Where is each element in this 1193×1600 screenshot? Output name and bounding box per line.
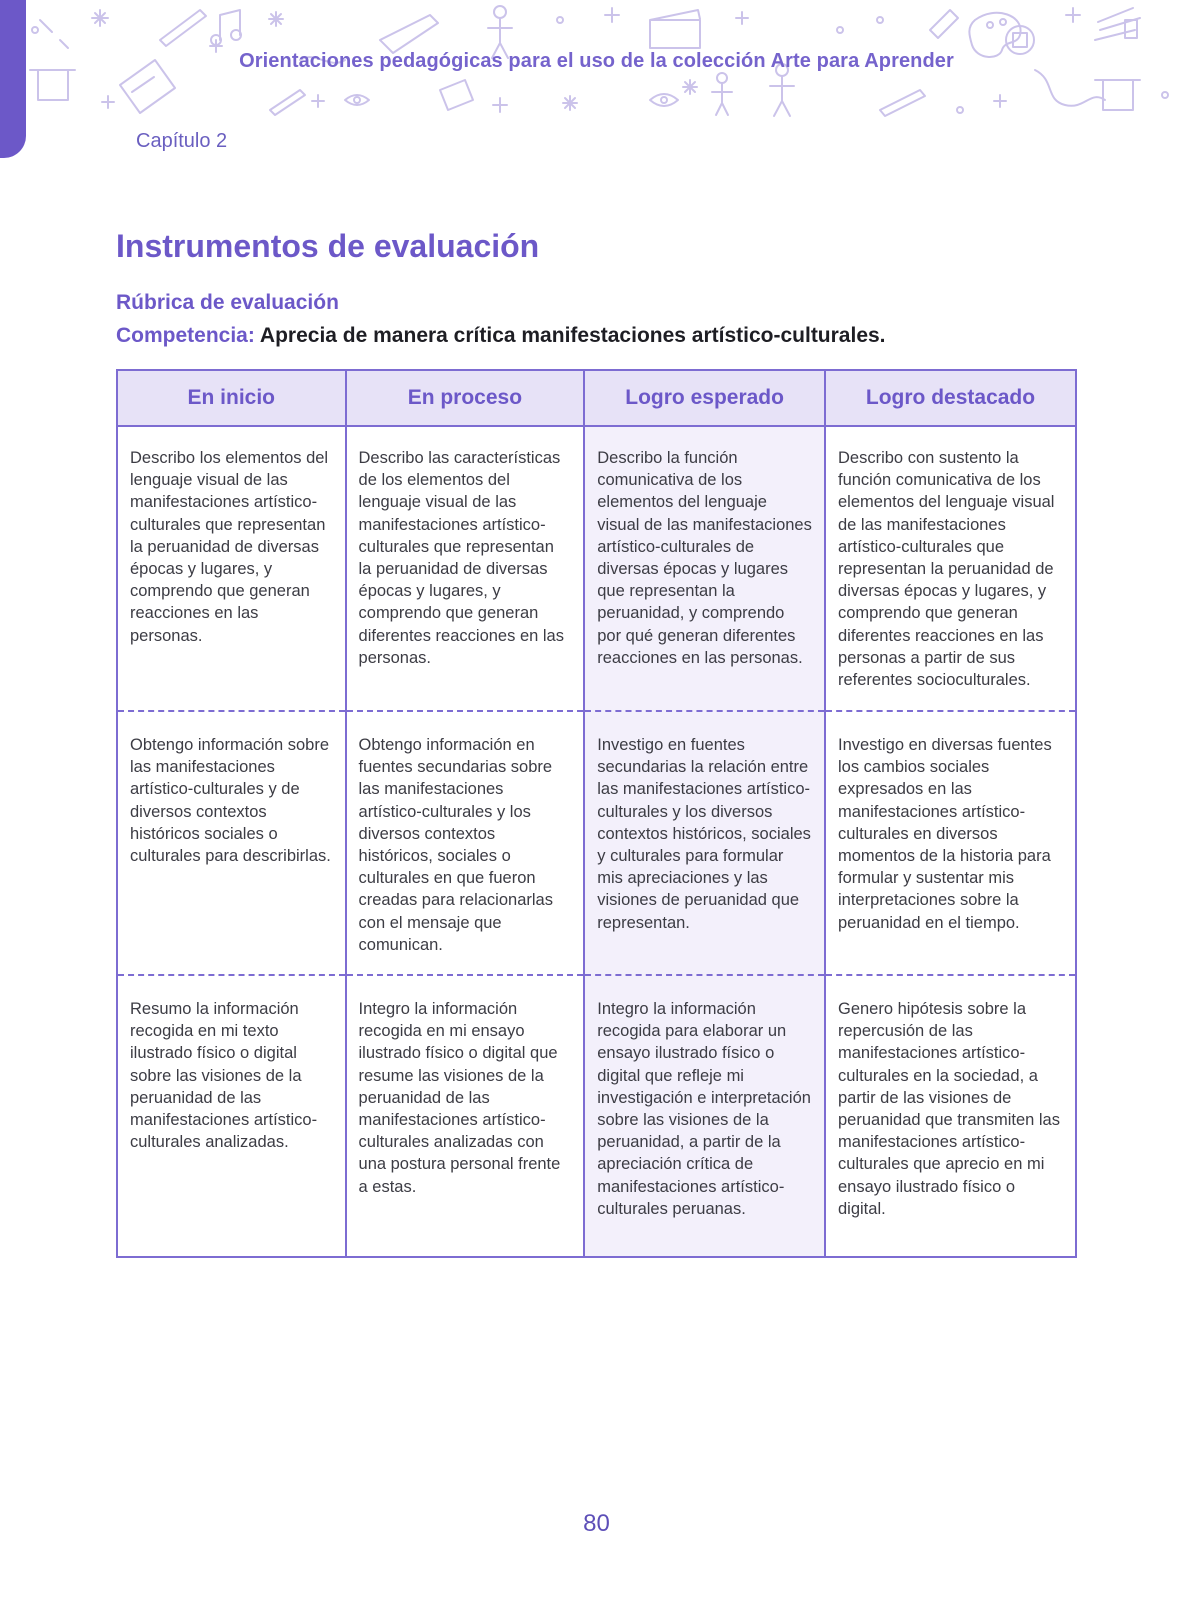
- rubric-cell: Integro la información recogida en mi ensayo ilustrado físico o digital que resume las visiones de la peruanidad de las manifestaciones artístico-culturales analizadas con una postura personal frente a estas.: [346, 975, 585, 1257]
- clapperboard-icon: [650, 10, 700, 48]
- rubric-subtitle: Rúbrica de evaluación: [116, 291, 339, 314]
- competence-label: Competencia:: [116, 324, 255, 347]
- chapter-side-tab: [0, 0, 26, 158]
- rubric-cell: Investigo en fuentes secundarias la relación entre las manifestaciones artístico-culturales y los diversos contextos históricos, sociales y culturales para formular mis apreciaciones y las visiones de peruanidad que representan.: [584, 711, 825, 975]
- rubric-row: [117, 975, 1076, 1257]
- running-header-title: Orientaciones pedagógicas para el uso de la colección Arte para Aprender: [239, 50, 954, 72]
- rubric-cell: Describo las características de los elementos del lenguaje visual de las manifestaciones artístico-culturales que representan la peruanidad de diversas épocas y lugares, y comprendo que generan diferentes reacciones en las personas.: [346, 426, 585, 711]
- rubric-cell: Obtengo información sobre las manifestaciones artístico-culturales y de diversos contextos históricos sociales o culturales para describirlas.: [117, 711, 346, 975]
- column-header-logro-esperado: Logro esperado: [584, 370, 825, 426]
- rubric-cell: Investigo en diversas fuentes los cambios sociales expresados en las manifestaciones artístico-culturales en diversos momentos de la historia para formular y sustentar mis interpretaciones sobre la peruanidad en el tiempo.: [825, 711, 1076, 975]
- competence-text: Aprecia de manera crítica manifestaciones artístico-culturales.: [259, 324, 886, 347]
- rubric-row: [117, 711, 1076, 975]
- competence-line: [116, 324, 886, 348]
- rubric-cell: Describo con sustento la función comunicativa de los elementos del lenguaje visual de las manifestaciones artístico-culturales que representan la peruanidad de diversas épocas y lugares, y comprendo que generan diferentes reacciones en las personas a partir de sus referentes socioculturales.: [825, 426, 1076, 711]
- column-header-logro-destacado: Logro destacado: [825, 370, 1076, 426]
- column-header-en-proceso: En proceso: [346, 370, 585, 426]
- rubric-row: [117, 426, 1076, 711]
- chapter-label: Capítulo 2: [136, 130, 228, 152]
- page-number: 80: [583, 1510, 610, 1537]
- rubric-cell: Obtengo información en fuentes secundarias sobre las manifestaciones artístico-culturales y los diversos contextos históricos, sociales o culturales en que fueron creadas para relacionarlas con el mensaje que comunican.: [346, 711, 585, 975]
- rubric-cell: Integro la información recogida para elaborar un ensayo ilustrado físico o digital que refleje mi investigación e interpretación sobre las visiones de la peruanidad, a partir de la apreciación crítica de manifestaciones artístico-culturales peruanas.: [584, 975, 825, 1257]
- rubric-cell: Describo los elementos del lenguaje visual de las manifestaciones artístico-culturales que representan la peruanidad de diversas épocas y lugares, y comprendo que generan reacciones en las personas.: [117, 426, 346, 711]
- rubric-cell: Describo la función comunicativa de los elementos del lenguaje visual de las manifestaciones artístico-culturales de diversas épocas y lugares que representan la peruanidad, y comprendo por qué generan diferentes reacciones en las personas.: [584, 426, 825, 711]
- rubric-cell: Resumo la información recogida en mi texto ilustrado físico o digital sobre las visiones de la peruanidad de las manifestaciones artístico-culturales analizadas.: [117, 975, 346, 1257]
- rubric-header-row: [117, 370, 1076, 426]
- eye-icon: [345, 94, 678, 106]
- evaluation-rubric-table: [116, 369, 1077, 1258]
- rubric-cell: Genero hipótesis sobre la repercusión de las manifestaciones artístico-culturales en la sociedad, a partir de las visiones de peruanidad que transmiten las manifestaciones artístico-culturales que aprecio en mi ensayo ilustrado físico o digital.: [825, 975, 1076, 1257]
- top-hat-icon: [30, 70, 1140, 110]
- section-title: Instrumentos de evaluación: [116, 228, 540, 264]
- column-header-en-inicio: En inicio: [117, 370, 346, 426]
